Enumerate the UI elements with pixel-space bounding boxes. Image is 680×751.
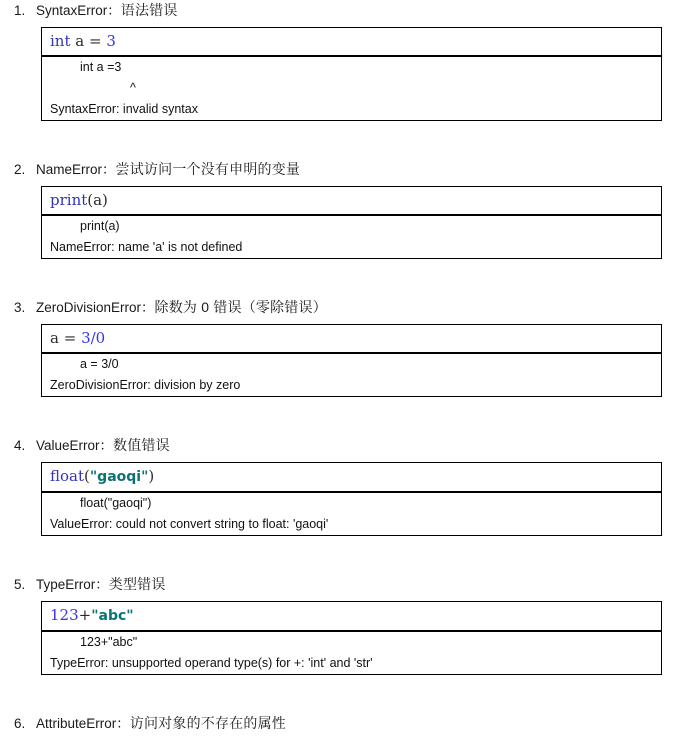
code-token-plain: ( (84, 467, 90, 485)
section-number: 3. (14, 300, 26, 315)
traceback-line: print(a) (80, 219, 120, 233)
error-sections-list (0, 2, 680, 732)
error-description-cn: 访问对象的不存在的属性 (129, 715, 286, 731)
traceback-output (42, 632, 661, 674)
error-type-name: ZeroDivisionError： (36, 300, 155, 315)
code-token-plain: a = (50, 329, 82, 347)
error-type-name: ValueError： (36, 438, 114, 453)
code-token-keyword: print (50, 191, 88, 209)
section-gap (0, 536, 680, 576)
section-gap (0, 397, 680, 437)
traceback-line: ZeroDivisionError: division by zero (50, 378, 241, 392)
error-description-cn: 语法错误 (120, 2, 178, 18)
error-section (0, 299, 680, 397)
code-token-plain: a = (70, 32, 107, 50)
section-gap (0, 259, 680, 299)
error-section (0, 2, 680, 121)
section-heading (0, 2, 680, 19)
traceback-box (41, 462, 662, 536)
error-type-name: AttributeError： (36, 716, 130, 731)
traceback-output (42, 216, 661, 258)
error-description-cn: 类型错误 (108, 576, 166, 592)
section-gap (0, 675, 680, 715)
section-number: 4. (14, 438, 26, 453)
traceback-output (42, 354, 661, 396)
code-token-keyword: float (50, 467, 85, 485)
error-description-cn: 数值错误 (113, 437, 170, 453)
section-number: 5. (14, 577, 26, 592)
traceback-output (42, 493, 661, 535)
section-heading (0, 299, 680, 316)
section-heading (0, 161, 680, 178)
traceback-box (41, 186, 662, 259)
error-section (0, 437, 680, 536)
error-section (0, 576, 680, 675)
source-code-line (42, 463, 661, 493)
traceback-box (41, 27, 662, 121)
traceback-line: 123+"abc" (80, 635, 138, 649)
traceback-box (41, 601, 662, 675)
code-token-plain: + (78, 606, 92, 624)
traceback-line: ValueError: could not convert string to float: 'gaoqi' (50, 517, 329, 531)
section-heading (0, 715, 680, 732)
code-token-keyword: int (50, 32, 71, 50)
error-description-cn: 尝试访问一个没有申明的变量 (115, 161, 301, 177)
traceback-line: TypeError: unsupported operand type(s) for +: 'int' and 'str' (50, 656, 373, 670)
error-section (0, 715, 680, 732)
caret-marker: ^ (130, 81, 136, 95)
traceback-line: SyntaxError: invalid syntax (50, 102, 198, 116)
traceback-line: NameError: name 'a' is not defined (50, 240, 243, 254)
error-type-name: SyntaxError： (36, 3, 121, 18)
code-token-plain: ) (148, 467, 155, 485)
error-section (0, 161, 680, 259)
code-token-string: "gaoqi" (89, 469, 149, 485)
source-code-line (42, 28, 661, 57)
section-heading (0, 437, 680, 454)
code-token-string: "abc" (91, 608, 134, 624)
code-token-number: 123 (50, 606, 79, 624)
code-token-number: 3/0 (81, 329, 106, 347)
error-description-cn: 除数为 0 错误（零除错误） (154, 299, 327, 315)
traceback-line: a = 3/0 (80, 357, 119, 371)
section-number: 2. (14, 162, 26, 177)
section-heading (0, 576, 680, 593)
source-code-line (42, 187, 661, 216)
traceback-line: float("gaoqi") (80, 496, 152, 510)
code-token-plain: (a) (87, 191, 108, 209)
section-number: 6. (14, 716, 26, 731)
code-token-number: 3 (106, 32, 116, 50)
error-type-name: NameError： (36, 162, 116, 177)
error-type-name: TypeError： (36, 577, 109, 592)
traceback-output (42, 57, 661, 120)
traceback-line: int a =3 (80, 60, 122, 74)
section-number: 1. (14, 3, 26, 18)
source-code-line (42, 602, 661, 632)
traceback-box (41, 324, 662, 397)
source-code-line (42, 325, 661, 354)
section-gap (0, 121, 680, 161)
